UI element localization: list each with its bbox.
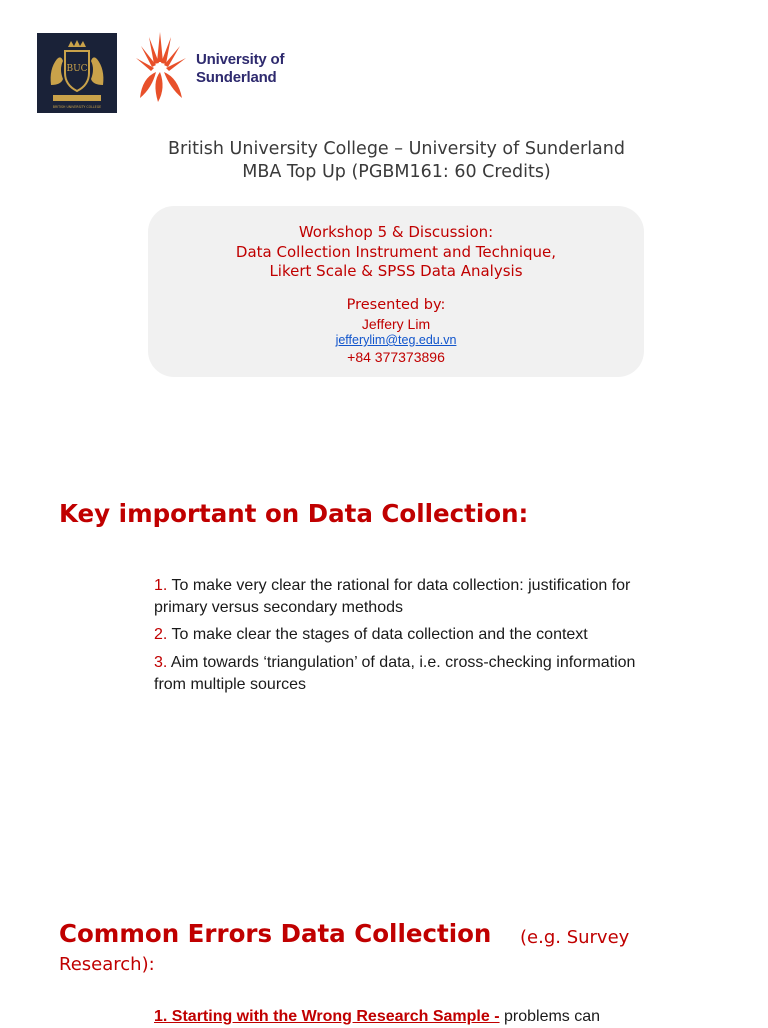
workshop-title-line-1: Workshop 5 & Discussion: — [298, 223, 494, 241]
errors-heading-subtitle-part2: Research): — [59, 954, 155, 975]
error-item-lead: 1. Starting with the Wrong Research Sample - — [154, 1008, 500, 1025]
key-item-text: To make clear the stages of data collection and the context — [171, 626, 588, 643]
key-item-text: To make very clear the rational for data collection: justification for primary versus secondary methods — [154, 577, 631, 616]
sunderland-flame-icon — [136, 32, 188, 106]
buc-crest-icon — [37, 33, 117, 113]
sunderland-logo — [136, 32, 188, 106]
errors-heading-subtitle-part1: (e.g. Survey — [520, 927, 630, 948]
errors-section-heading: Common Errors Data Collection — [59, 919, 492, 948]
header-line-1: British University College – University of Sunderland — [168, 139, 625, 159]
key-item-number: 3. — [154, 654, 168, 671]
workshop-title-line-2: Data Collection Instrument and Technique, — [235, 243, 557, 261]
buc-logo — [37, 33, 117, 113]
presenter-name: Jeffery Lim — [361, 316, 431, 332]
sunderland-wordmark — [196, 51, 284, 87]
presenter-email-row — [148, 333, 644, 347]
presenter-phone: +84 377373896 — [347, 349, 445, 365]
key-list-item — [154, 624, 654, 646]
error-item-text: problems can — [499, 1008, 601, 1025]
workshop-info-box — [148, 206, 644, 377]
key-item-number: 2. — [154, 626, 168, 643]
svg-text:BRITISH UNIVERSITY COLLEGE: BRITISH UNIVERSITY COLLEGE — [52, 105, 102, 109]
key-list-item — [154, 652, 654, 696]
presenter-email-link[interactable]: jefferylim@teg.edu.vn — [335, 333, 457, 347]
workshop-title-line-3: Likert Scale & SPSS Data Analysis — [269, 262, 523, 280]
key-section-heading: Key important on Data Collection: — [59, 499, 529, 528]
presented-by-label: Presented by: — [346, 297, 446, 313]
key-item-text: Aim towards ‘triangulation’ of data, i.e. cross-checking information from multiple sources — [154, 654, 636, 693]
error-list-item — [154, 1006, 654, 1028]
key-item-number: 1. — [154, 577, 168, 594]
header-line-2: MBA Top Up (PGBM161: 60 Credits) — [242, 162, 551, 182]
sunderland-name-line1: University of — [196, 51, 285, 68]
sunderland-name-line2: Sunderland — [196, 69, 277, 86]
svg-text:BUC: BUC — [66, 64, 88, 74]
key-list-item — [154, 575, 654, 619]
